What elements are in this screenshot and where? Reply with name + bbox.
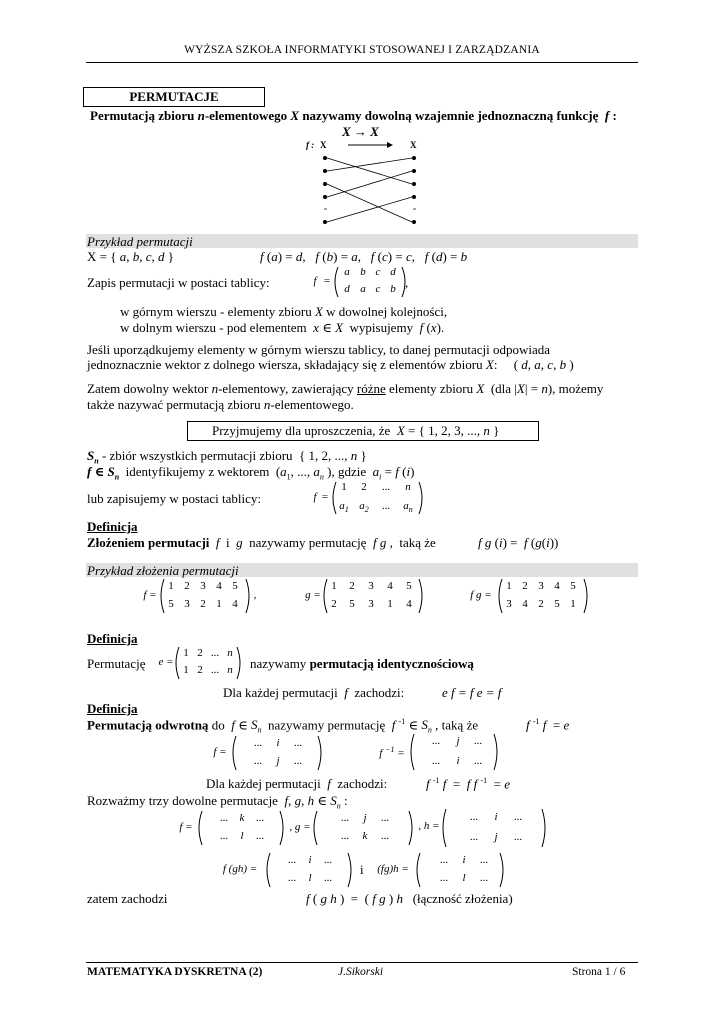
composition-example-heading: Przykład złożenia permutacji — [87, 563, 239, 578]
para2-line2: także nazywać permutacją zbioru n-elementowego. — [87, 397, 354, 412]
identity-table: e = 1 2 ... n 1 2 ... n — [157, 646, 247, 680]
example-table: f = a b c d d a c b — [308, 266, 408, 298]
identity-rule-formula: e f = f e = f — [442, 685, 502, 700]
para2-line1: Zatem dowolny wektor n-elementowy, zawierający różne elementy zbioru X (dla |X| = n), możemy — [87, 381, 604, 396]
inverse-heading: Definicja — [87, 701, 138, 716]
diagram-f-label: f : — [306, 140, 315, 150]
inverse-rule-text: Dla każdej permutacji f zachodzi: — [206, 776, 388, 791]
assoc-formula: f ( g h ) = ( f g ) h (łączność złożenia) — [306, 891, 513, 906]
assoc-h-table: , h = ... i ... ... j ... — [416, 808, 550, 848]
section-title: PERMUTACJE — [129, 89, 219, 104]
inverse-rule-formula: f $^{-1}$ f = f f $^{-1}$ = e — [426, 776, 511, 792]
mapping-svg — [300, 138, 440, 233]
diagram-left-label: X — [320, 140, 327, 150]
composition-text: Złożeniem permutacji f i g nazywamy permutację f g , taką że — [87, 535, 436, 550]
header-rule — [86, 62, 638, 63]
footer-course: MATEMATYKA DYSKRETNA (2) — [87, 966, 263, 978]
mapping-diagram — [300, 138, 440, 233]
sn-table: f = 1 2 ... n $a_1$ $a_2$ ... $a_n$ — [308, 481, 428, 515]
composition-g-table: g = 1 2 3 4 5 2 5 3 1 4 — [303, 578, 433, 614]
definition-map: X → X — [342, 124, 379, 139]
assumption-text: Przyjmujemy dla uproszczenia, że X = { 1, 2, 3, ..., n } — [212, 423, 500, 438]
identity-heading: Definicja — [87, 631, 138, 646]
assoc-fg-h-table: (fg)h = ... i ... ... l ... — [372, 852, 512, 888]
table-intro: Zapis permutacji w postaci tablicy: — [87, 275, 270, 290]
top-row-note: w górnym wierszu - elementy zbioru X w dowolnej kolejności, — [120, 304, 448, 319]
mapping-lines — [327, 158, 412, 222]
para1-line1: Jeśli uporządkujemy elementy w górnym wierszu tablicy, to danej permutacji odpowiada — [87, 342, 551, 357]
footer-author: J.Sikorski — [338, 966, 384, 978]
example-heading: Przykład permutacji — [87, 234, 193, 249]
sn-line2: f ∈ $S_n$ identyfikujemy z wektorem ($a_1$, ..., $a_n$ ), gdzie $a_i = f$ (i) — [87, 464, 415, 482]
composition-formula: f g (i) = f (g(i)) — [478, 535, 559, 550]
right-dots — [412, 156, 416, 199]
assoc-intro: Rozważmy trzy dowolne permutacje f, g, h ∈ $S_n$ : — [87, 793, 348, 811]
assoc-and: i — [360, 862, 364, 877]
footer-rule — [86, 962, 638, 963]
composition-heading: Definicja — [87, 519, 138, 534]
identity-text-post: nazywamy permutacją identycznościową — [250, 656, 474, 671]
assoc-fgh-table: f (gh) = ... i ... ... l ... — [218, 852, 358, 888]
example-set: X = { a, b, c, d } — [87, 249, 174, 264]
definition-line: Permutacją zbioru n-elementowego X nazywamy dowolną wzajemnie jednoznaczną funkcję f : — [90, 108, 617, 123]
sn-line1: $S_n$ - zbiór wszystkich permutacji zbioru { 1, 2, ..., n } — [87, 448, 367, 466]
composition-f-table: f = 1 2 3 4 5 5 3 2 1 4 , — [140, 578, 270, 614]
identity-rule-text: Dla każdej permutacji f zachodzi: — [223, 685, 405, 700]
footer-page: Strona 1 / 6 — [572, 966, 626, 978]
assoc-conclusion: zatem zachodzi — [87, 891, 168, 906]
example-values: f (a) = d, f (b) = a, f (c) = c, f (d) = b — [260, 249, 468, 264]
table-comma: , — [405, 275, 409, 290]
identity-text-pre: Permutację — [87, 656, 146, 671]
left-dots — [323, 156, 327, 199]
page-header: WYŻSZA SZKOŁA INFORMATYKI STOSOWANEJ I ZARZĄDZANIA — [184, 44, 540, 56]
inverse-formula: f $^{-1}$ f = e — [526, 717, 570, 733]
inverse-f-table: f = ... i ... ... j ... — [210, 735, 330, 771]
inverse-text: Permutacją odwrotną do f ∈ $S_n$ nazywamy permutację f $^{-1}$ ∈ $S_n$ , taką że — [87, 717, 479, 735]
diagram-right-label: X — [410, 140, 417, 150]
inverse-finv-table: f $^{-1}$ = ... j ... ... i ... — [378, 733, 508, 771]
bottom-row-note: w dolnym wierszu - pod elementem x ∈ X wypisujemy f (x). — [120, 320, 445, 335]
assoc-g-table: , g = ... j ... ... k ... — [287, 810, 417, 846]
composition-fg-table: f g = 1 2 3 4 5 3 4 2 5 1 — [466, 578, 596, 614]
para1-line2: jednoznacznie wektor z dolnego wiersza, składający się z elementów zbioru X: ( d, a, c, b ) — [87, 357, 574, 372]
assoc-f-table: f = ... k ... ... l ... — [176, 810, 286, 846]
sn-line3: lub zapisujemy w postaci tablicy: — [87, 491, 262, 506]
